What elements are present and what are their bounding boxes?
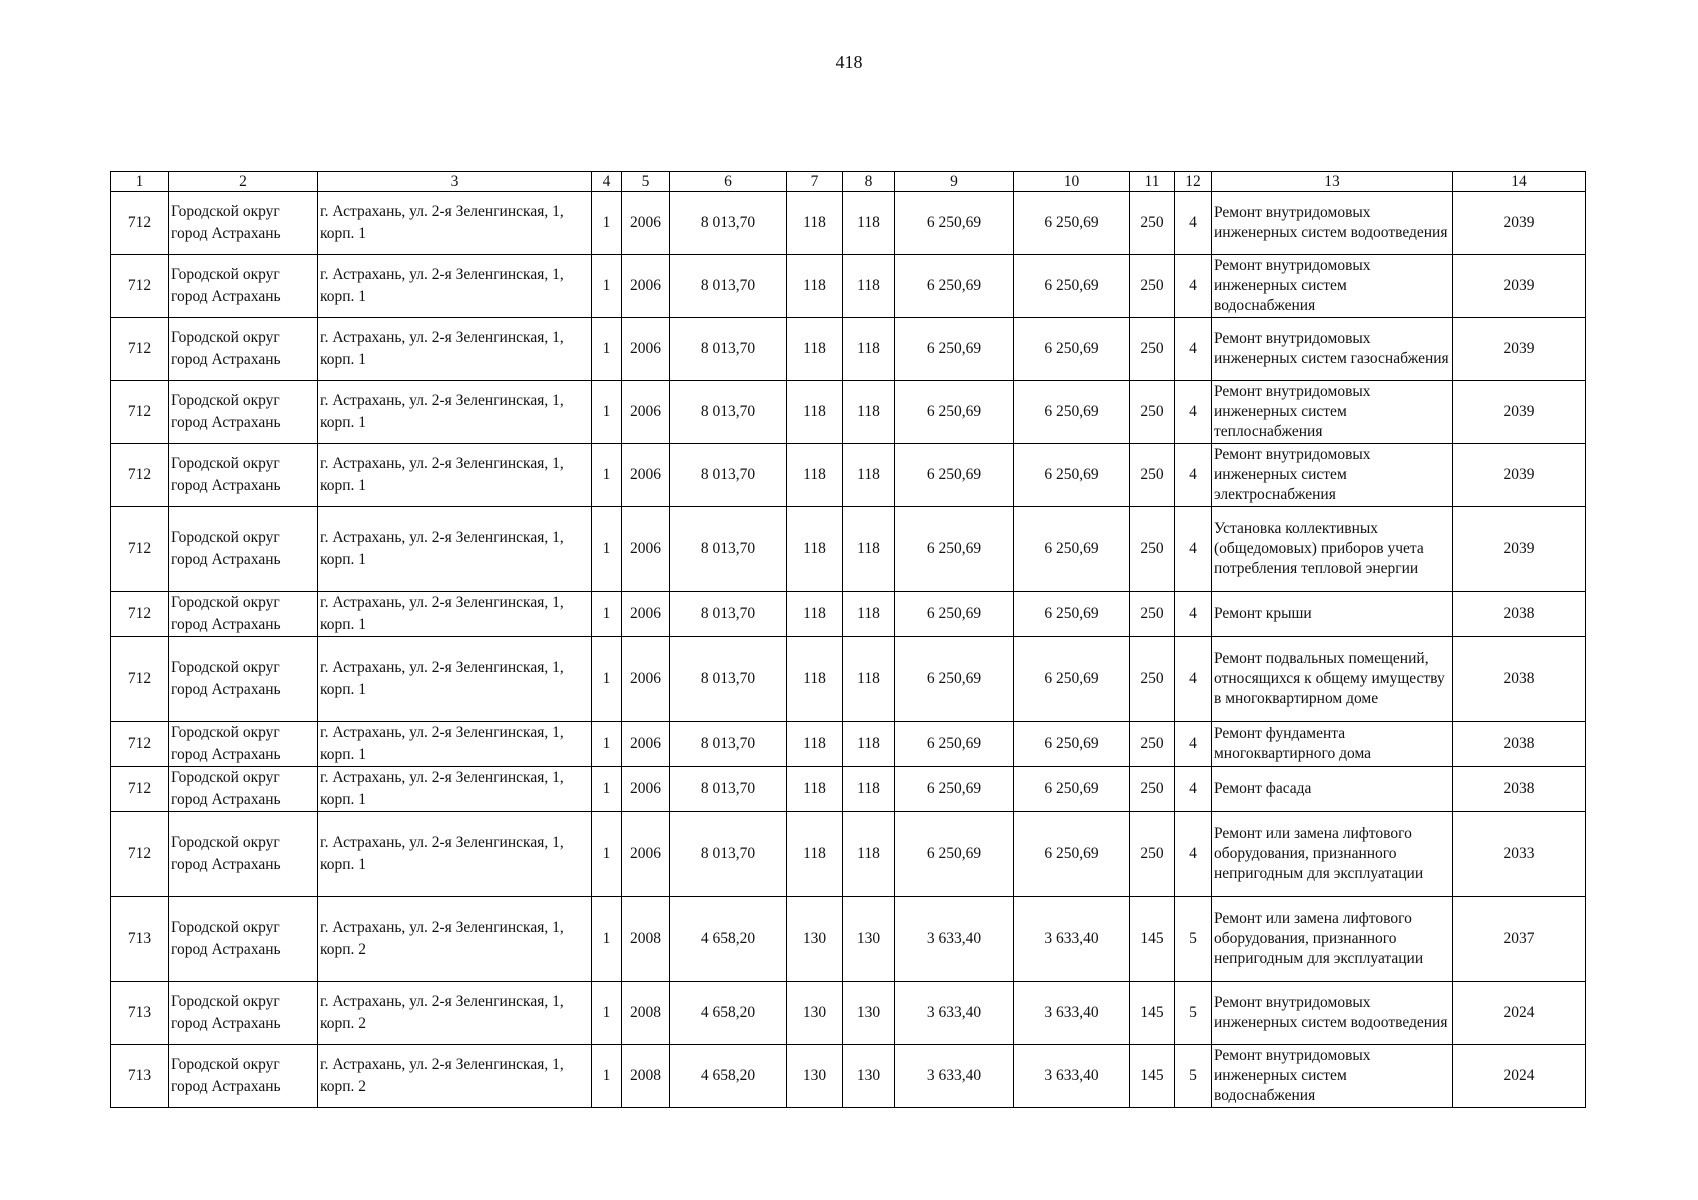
cell-col8: 118 xyxy=(843,722,895,767)
municipality-cell: Городской округ город Астрахань xyxy=(169,722,318,767)
address-cell: г. Астрахань, ул. 2-я Зеленгинская, 1, корп. 1 xyxy=(318,592,592,637)
address-cell: г. Астрахань, ул. 2-я Зеленгинская, 1, корп. 2 xyxy=(318,1045,592,1108)
year-built-cell: 2006 xyxy=(622,812,670,897)
year-built-cell: 2006 xyxy=(622,767,670,812)
cell-col11: 250 xyxy=(1130,444,1175,507)
address-cell: г. Астрахань, ул. 2-я Зеленгинская, 1, корп. 1 xyxy=(318,444,592,507)
table-row xyxy=(111,637,1586,722)
cell-col4: 1 xyxy=(592,255,622,318)
planned-year-cell: 2038 xyxy=(1453,637,1586,722)
work-type-cell: Ремонт внутридомовых инженерных систем теплоснабжения xyxy=(1212,381,1453,444)
column-header: 13 xyxy=(1212,172,1453,192)
cell-col7: 118 xyxy=(787,507,843,592)
work-type-cell: Ремонт внутридомовых инженерных систем водоотведения xyxy=(1212,192,1453,255)
area-cell-10: 6 250,69 xyxy=(1014,318,1130,381)
cell-col8: 130 xyxy=(843,897,895,982)
column-header: 5 xyxy=(622,172,670,192)
cell-col4: 1 xyxy=(592,444,622,507)
cell-col8: 118 xyxy=(843,381,895,444)
year-built-cell: 2006 xyxy=(622,637,670,722)
area-cell-9: 3 633,40 xyxy=(895,1045,1014,1108)
work-type-cell: Ремонт фундамента многоквартирного дома xyxy=(1212,722,1453,767)
cell-col12: 4 xyxy=(1175,722,1212,767)
table-row xyxy=(111,812,1586,897)
cell-col8: 130 xyxy=(843,1045,895,1108)
area-cell-9: 3 633,40 xyxy=(895,982,1014,1045)
cell-col7: 118 xyxy=(787,592,843,637)
table-row xyxy=(111,897,1586,982)
area-cell-10: 3 633,40 xyxy=(1014,982,1130,1045)
total-area-cell: 8 013,70 xyxy=(670,318,787,381)
area-cell-9: 6 250,69 xyxy=(895,592,1014,637)
planned-year-cell: 2038 xyxy=(1453,767,1586,812)
total-area-cell: 8 013,70 xyxy=(670,592,787,637)
address-cell: г. Астрахань, ул. 2-я Зеленгинская, 1, корп. 1 xyxy=(318,812,592,897)
table-row xyxy=(111,1045,1586,1108)
cell-col7: 130 xyxy=(787,982,843,1045)
table-row xyxy=(111,767,1586,812)
year-built-cell: 2008 xyxy=(622,1045,670,1108)
column-header: 9 xyxy=(895,172,1014,192)
area-cell-9: 6 250,69 xyxy=(895,255,1014,318)
planned-year-cell: 2039 xyxy=(1453,192,1586,255)
planned-year-cell: 2024 xyxy=(1453,1045,1586,1108)
column-header: 8 xyxy=(843,172,895,192)
area-cell-10: 6 250,69 xyxy=(1014,592,1130,637)
planned-year-cell: 2039 xyxy=(1453,318,1586,381)
total-area-cell: 8 013,70 xyxy=(670,812,787,897)
total-area-cell: 8 013,70 xyxy=(670,637,787,722)
municipality-cell: Городской округ город Астрахань xyxy=(169,637,318,722)
total-area-cell: 8 013,70 xyxy=(670,507,787,592)
row-number: 713 xyxy=(111,897,169,982)
planned-year-cell: 2024 xyxy=(1453,982,1586,1045)
cell-col11: 250 xyxy=(1130,812,1175,897)
address-cell: г. Астрахань, ул. 2-я Зеленгинская, 1, корп. 1 xyxy=(318,767,592,812)
cell-col12: 4 xyxy=(1175,381,1212,444)
total-area-cell: 8 013,70 xyxy=(670,192,787,255)
address-cell: г. Астрахань, ул. 2-я Зеленгинская, 1, корп. 1 xyxy=(318,507,592,592)
cell-col12: 4 xyxy=(1175,318,1212,381)
work-type-cell: Ремонт внутридомовых инженерных систем водоснабжения xyxy=(1212,1045,1453,1108)
cell-col8: 118 xyxy=(843,812,895,897)
municipality-cell: Городской округ город Астрахань xyxy=(169,255,318,318)
cell-col7: 118 xyxy=(787,255,843,318)
municipality-cell: Городской округ город Астрахань xyxy=(169,592,318,637)
cell-col8: 118 xyxy=(843,192,895,255)
cell-col4: 1 xyxy=(592,722,622,767)
column-header: 4 xyxy=(592,172,622,192)
column-header: 3 xyxy=(318,172,592,192)
planned-year-cell: 2038 xyxy=(1453,722,1586,767)
work-type-cell: Ремонт внутридомовых инженерных систем водоснабжения xyxy=(1212,255,1453,318)
area-cell-10: 6 250,69 xyxy=(1014,507,1130,592)
column-header: 2 xyxy=(169,172,318,192)
work-type-cell: Ремонт фасада xyxy=(1212,767,1453,812)
column-header: 1 xyxy=(111,172,169,192)
table-row xyxy=(111,444,1586,507)
column-number-row xyxy=(111,172,1586,192)
cell-col11: 250 xyxy=(1130,767,1175,812)
row-number: 712 xyxy=(111,255,169,318)
area-cell-9: 3 633,40 xyxy=(895,897,1014,982)
cell-col8: 118 xyxy=(843,592,895,637)
row-number: 712 xyxy=(111,767,169,812)
table-row xyxy=(111,318,1586,381)
cell-col4: 1 xyxy=(592,812,622,897)
area-cell-9: 6 250,69 xyxy=(895,318,1014,381)
cell-col11: 250 xyxy=(1130,637,1175,722)
work-type-cell: Ремонт внутридомовых инженерных систем электроснабжения xyxy=(1212,444,1453,507)
cell-col4: 1 xyxy=(592,318,622,381)
cell-col12: 4 xyxy=(1175,767,1212,812)
cell-col8: 118 xyxy=(843,318,895,381)
municipality-cell: Городской округ город Астрахань xyxy=(169,982,318,1045)
row-number: 712 xyxy=(111,381,169,444)
cell-col8: 118 xyxy=(843,637,895,722)
cell-col11: 250 xyxy=(1130,722,1175,767)
work-type-cell: Ремонт или замена лифтового оборудования, признанного непригодным для эксплуатации xyxy=(1212,897,1453,982)
planned-year-cell: 2038 xyxy=(1453,592,1586,637)
area-cell-10: 6 250,69 xyxy=(1014,381,1130,444)
table-row xyxy=(111,507,1586,592)
column-header: 12 xyxy=(1175,172,1212,192)
area-cell-9: 6 250,69 xyxy=(895,767,1014,812)
total-area-cell: 4 658,20 xyxy=(670,897,787,982)
address-cell: г. Астрахань, ул. 2-я Зеленгинская, 1, корп. 1 xyxy=(318,318,592,381)
total-area-cell: 8 013,70 xyxy=(670,381,787,444)
municipality-cell: Городской округ город Астрахань xyxy=(169,381,318,444)
cell-col8: 118 xyxy=(843,767,895,812)
table-row xyxy=(111,255,1586,318)
page-number: 418 xyxy=(835,52,863,72)
total-area-cell: 8 013,70 xyxy=(670,722,787,767)
area-cell-10: 6 250,69 xyxy=(1014,722,1130,767)
area-cell-10: 6 250,69 xyxy=(1014,767,1130,812)
table-row xyxy=(111,722,1586,767)
cell-col11: 250 xyxy=(1130,381,1175,444)
cell-col8: 130 xyxy=(843,982,895,1045)
year-built-cell: 2006 xyxy=(622,592,670,637)
cell-col11: 250 xyxy=(1130,318,1175,381)
cell-col11: 250 xyxy=(1130,255,1175,318)
area-cell-9: 6 250,69 xyxy=(895,507,1014,592)
cell-col7: 118 xyxy=(787,637,843,722)
cell-col11: 250 xyxy=(1130,592,1175,637)
column-header: 10 xyxy=(1014,172,1130,192)
cell-col7: 118 xyxy=(787,192,843,255)
total-area-cell: 4 658,20 xyxy=(670,1045,787,1108)
year-built-cell: 2006 xyxy=(622,444,670,507)
row-number: 712 xyxy=(111,592,169,637)
row-number: 712 xyxy=(111,192,169,255)
cell-col12: 4 xyxy=(1175,637,1212,722)
cell-col11: 145 xyxy=(1130,1045,1175,1108)
cell-col4: 1 xyxy=(592,507,622,592)
cell-col7: 118 xyxy=(787,812,843,897)
address-cell: г. Астрахань, ул. 2-я Зеленгинская, 1, корп. 2 xyxy=(318,897,592,982)
cell-col12: 5 xyxy=(1175,1045,1212,1108)
cell-col7: 130 xyxy=(787,897,843,982)
column-header: 6 xyxy=(670,172,787,192)
year-built-cell: 2008 xyxy=(622,982,670,1045)
area-cell-10: 6 250,69 xyxy=(1014,444,1130,507)
municipality-cell: Городской округ город Астрахань xyxy=(169,444,318,507)
municipality-cell: Городской округ город Астрахань xyxy=(169,318,318,381)
cell-col7: 130 xyxy=(787,1045,843,1108)
cell-col11: 250 xyxy=(1130,507,1175,592)
row-number: 712 xyxy=(111,722,169,767)
planned-year-cell: 2039 xyxy=(1453,444,1586,507)
total-area-cell: 8 013,70 xyxy=(670,444,787,507)
address-cell: г. Астрахань, ул. 2-я Зеленгинская, 1, корп. 1 xyxy=(318,255,592,318)
cell-col8: 118 xyxy=(843,444,895,507)
cell-col12: 4 xyxy=(1175,812,1212,897)
row-number: 712 xyxy=(111,812,169,897)
cell-col4: 1 xyxy=(592,592,622,637)
cell-col12: 5 xyxy=(1175,982,1212,1045)
row-number: 713 xyxy=(111,1045,169,1108)
area-cell-9: 6 250,69 xyxy=(895,812,1014,897)
planned-year-cell: 2037 xyxy=(1453,897,1586,982)
area-cell-9: 6 250,69 xyxy=(895,444,1014,507)
address-cell: г. Астрахань, ул. 2-я Зеленгинская, 1, корп. 1 xyxy=(318,637,592,722)
year-built-cell: 2006 xyxy=(622,381,670,444)
work-type-cell: Ремонт или замена лифтового оборудования, признанного непригодным для эксплуатации xyxy=(1212,812,1453,897)
table-row xyxy=(111,982,1586,1045)
year-built-cell: 2006 xyxy=(622,722,670,767)
planned-year-cell: 2039 xyxy=(1453,255,1586,318)
municipality-cell: Городской округ город Астрахань xyxy=(169,812,318,897)
year-built-cell: 2008 xyxy=(622,897,670,982)
row-number: 712 xyxy=(111,507,169,592)
municipality-cell: Городской округ город Астрахань xyxy=(169,897,318,982)
municipality-cell: Городской округ город Астрахань xyxy=(169,1045,318,1108)
area-cell-9: 6 250,69 xyxy=(895,192,1014,255)
year-built-cell: 2006 xyxy=(622,318,670,381)
area-cell-10: 6 250,69 xyxy=(1014,812,1130,897)
cell-col12: 4 xyxy=(1175,192,1212,255)
total-area-cell: 8 013,70 xyxy=(670,255,787,318)
cell-col8: 118 xyxy=(843,507,895,592)
table-row xyxy=(111,592,1586,637)
cell-col7: 118 xyxy=(787,318,843,381)
address-cell: г. Астрахань, ул. 2-я Зеленгинская, 1, корп. 1 xyxy=(318,192,592,255)
work-type-cell: Ремонт подвальных помещений, относящихся к общему имуществу в многоквартирном доме xyxy=(1212,637,1453,722)
column-header: 7 xyxy=(787,172,843,192)
planned-year-cell: 2039 xyxy=(1453,381,1586,444)
year-built-cell: 2006 xyxy=(622,192,670,255)
area-cell-10: 3 633,40 xyxy=(1014,1045,1130,1108)
cell-col7: 118 xyxy=(787,722,843,767)
cell-col11: 250 xyxy=(1130,192,1175,255)
work-type-cell: Ремонт внутридомовых инженерных систем водоотведения xyxy=(1212,982,1453,1045)
municipality-cell: Городской округ город Астрахань xyxy=(169,767,318,812)
area-cell-10: 6 250,69 xyxy=(1014,192,1130,255)
row-number: 712 xyxy=(111,444,169,507)
cell-col7: 118 xyxy=(787,444,843,507)
table-row xyxy=(111,381,1586,444)
column-header: 14 xyxy=(1453,172,1586,192)
municipality-cell: Городской округ город Астрахань xyxy=(169,507,318,592)
cell-col12: 4 xyxy=(1175,444,1212,507)
address-cell: г. Астрахань, ул. 2-я Зеленгинская, 1, корп. 1 xyxy=(318,381,592,444)
cell-col12: 4 xyxy=(1175,255,1212,318)
capital-repair-table xyxy=(110,171,1586,1108)
total-area-cell: 8 013,70 xyxy=(670,767,787,812)
area-cell-10: 6 250,69 xyxy=(1014,255,1130,318)
work-type-cell: Ремонт внутридомовых инженерных систем газоснабжения xyxy=(1212,318,1453,381)
cell-col4: 1 xyxy=(592,897,622,982)
year-built-cell: 2006 xyxy=(622,507,670,592)
municipality-cell: Городской округ город Астрахань xyxy=(169,192,318,255)
work-type-cell: Ремонт крыши xyxy=(1212,592,1453,637)
cell-col12: 4 xyxy=(1175,592,1212,637)
table-row xyxy=(111,192,1586,255)
cell-col7: 118 xyxy=(787,767,843,812)
area-cell-9: 6 250,69 xyxy=(895,381,1014,444)
cell-col7: 118 xyxy=(787,381,843,444)
cell-col4: 1 xyxy=(592,381,622,444)
cell-col12: 4 xyxy=(1175,507,1212,592)
column-header: 11 xyxy=(1130,172,1175,192)
area-cell-9: 6 250,69 xyxy=(895,637,1014,722)
row-number: 713 xyxy=(111,982,169,1045)
year-built-cell: 2006 xyxy=(622,255,670,318)
cell-col8: 118 xyxy=(843,255,895,318)
cell-col4: 1 xyxy=(592,1045,622,1108)
planned-year-cell: 2033 xyxy=(1453,812,1586,897)
cell-col11: 145 xyxy=(1130,897,1175,982)
work-type-cell: Установка коллективных (общедомовых) приборов учета потребления тепловой энергии xyxy=(1212,507,1453,592)
cell-col4: 1 xyxy=(592,637,622,722)
cell-col12: 5 xyxy=(1175,897,1212,982)
address-cell: г. Астрахань, ул. 2-я Зеленгинская, 1, корп. 1 xyxy=(318,722,592,767)
area-cell-10: 3 633,40 xyxy=(1014,897,1130,982)
area-cell-10: 6 250,69 xyxy=(1014,637,1130,722)
cell-col4: 1 xyxy=(592,982,622,1045)
row-number: 712 xyxy=(111,637,169,722)
planned-year-cell: 2039 xyxy=(1453,507,1586,592)
cell-col11: 145 xyxy=(1130,982,1175,1045)
row-number: 712 xyxy=(111,318,169,381)
cell-col4: 1 xyxy=(592,767,622,812)
cell-col4: 1 xyxy=(592,192,622,255)
address-cell: г. Астрахань, ул. 2-я Зеленгинская, 1, корп. 2 xyxy=(318,982,592,1045)
area-cell-9: 6 250,69 xyxy=(895,722,1014,767)
total-area-cell: 4 658,20 xyxy=(670,982,787,1045)
